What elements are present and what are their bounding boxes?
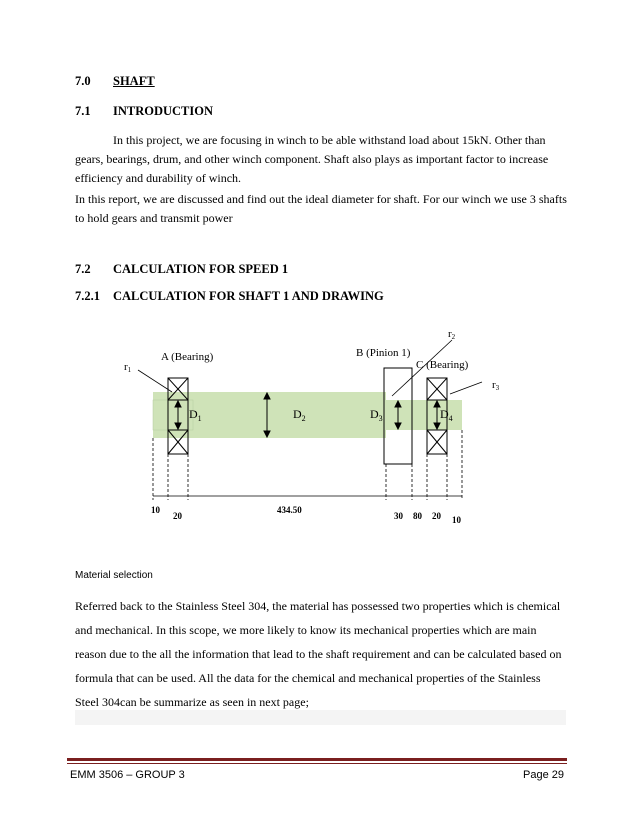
footer-rule	[67, 758, 567, 761]
calc-number: 7.2	[75, 262, 91, 276]
intro-paragraph-2: In this report, we are discussed and find out the ideal diameter for shaft. For our winch we use 3 shafts to hold gears and transmit power	[75, 192, 567, 225]
label-r1: r1	[124, 361, 132, 374]
calc-sub-title: CALCULATION FOR SHAFT 1 AND DRAWING	[113, 289, 384, 303]
label-d1: $D_1$	[189, 407, 202, 423]
calc-title: CALCULATION FOR SPEED 1	[113, 262, 289, 276]
label-r2: r2	[448, 328, 456, 341]
intro-title: INTRODUCTION	[113, 104, 214, 118]
label-bearing-c: C (Bearing)	[416, 359, 469, 371]
dim-10-right: 10	[452, 515, 461, 525]
label-d4: $D_4$	[440, 407, 453, 423]
label-d3: $D_3$	[370, 407, 383, 423]
intro-paragraph-1: In this project, we are focusing in winch to be able withstand load about 15kN. Other than gears, bearings, drum, and other winch component. Shaft also plays as important factor to increase efficiency and durability of winch.	[75, 133, 549, 185]
empty-band	[75, 710, 566, 725]
dim-20-left: 20	[173, 511, 182, 521]
dim-10-left: 10	[151, 505, 160, 515]
dim-20-right: 20	[432, 511, 441, 521]
calc-sub-number: 7.2.1	[75, 289, 100, 303]
material-paragraph: Referred back to the Stainless Steel 304, the material has possessed two properties which is chemical and mechanical. In this scope, we more likely to know its mechanical properties which are main reason due to the all the information that lead to the shaft requirement and can be calculated based on formula that can be used. All the data for the chemical and mechanical properties of the Stainless Steel 304can be summarize as seen in next page;	[75, 599, 562, 709]
footer-rule-thin	[67, 763, 567, 764]
footer-page-number: Page 29	[523, 769, 564, 781]
label-bearing-a: A (Bearing)	[161, 351, 214, 363]
section-number: 7.0	[75, 74, 91, 88]
intro-number: 7.1	[75, 104, 91, 118]
material-heading: Material selection	[75, 570, 153, 581]
shaft-left-step	[153, 400, 193, 430]
label-d2: $D_2$	[293, 407, 306, 423]
label-r3: r3	[492, 379, 500, 392]
footer-left: EMM 3506 – GROUP 3	[70, 769, 185, 781]
section-title: SHAFT	[113, 74, 155, 88]
dim-80: 80	[413, 511, 422, 521]
label-pinion-b: B (Pinion 1)	[356, 347, 411, 359]
dim-434-50: 434.50	[277, 505, 302, 515]
shaft-diagram	[0, 320, 638, 535]
dim-30: 30	[394, 511, 403, 521]
